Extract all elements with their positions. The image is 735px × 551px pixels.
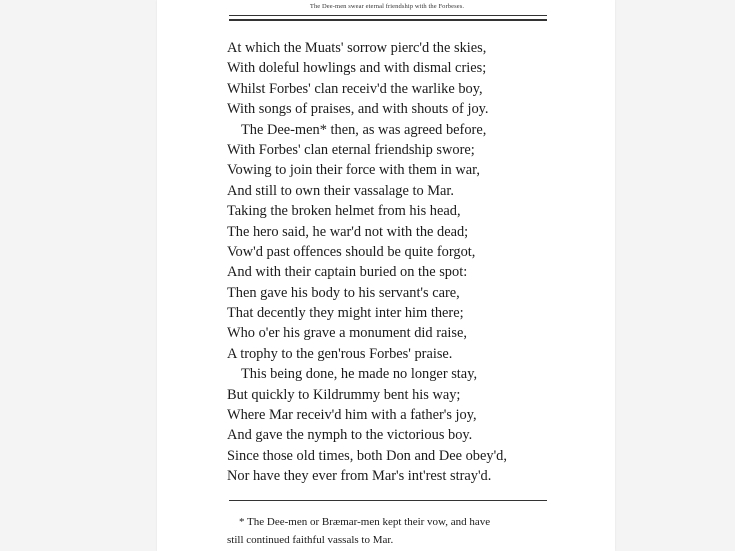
poem-line: That decently they might inter him there; (227, 305, 464, 322)
poem-line: And gave the nymph to the victorious boy. (227, 427, 473, 444)
poem-line: Where Mar receiv'd him with a father's joy, (227, 407, 477, 424)
poem-line: At which the Muats' sorrow pierc'd the skies, (227, 40, 487, 56)
poem-line: Vowing to join their force with them in war, (227, 162, 480, 179)
poem-line: Then gave his body to his servant's care, (227, 284, 460, 301)
poem-line: Nor have they ever from Mar's int'rest stray'd. (227, 468, 492, 485)
poem-line: Whilst Forbes' clan receiv'd the warlike boy, (227, 80, 483, 97)
footnote (227, 513, 557, 549)
poem-line: Taking the broken helmet from his head, (227, 203, 461, 220)
footnote-rule (229, 500, 547, 501)
header-rule (229, 15, 547, 21)
poem-line: And with their captain buried on the spot: (227, 264, 468, 281)
running-head: The Dee-men swear eternal friendship with the Forbeses. (309, 3, 465, 10)
poem-text (227, 38, 567, 487)
poem-line: The Dee-men* then, as was agreed before, (241, 121, 487, 138)
footnote-line: * The Dee-men or Bræmar-men kept their vow, and have (239, 516, 491, 528)
poem-line: Since those old times, both Don and Dee obey'd, (227, 447, 507, 464)
poem-line: This being done, he made no longer stay, (241, 366, 478, 383)
poem-line: With Forbes' clan eternal friendship swore; (227, 141, 475, 158)
poem-line: The hero said, he war'd not with the dead; (227, 223, 469, 240)
poem-line: With songs of praises, and with shouts of joy. (227, 101, 489, 118)
book-page (157, 0, 615, 551)
poem-line: But quickly to Kildrummy bent his way; (227, 386, 461, 403)
poem-line: And still to own their vassalage to Mar. (227, 182, 455, 199)
poem-line: Vow'd past offences should be quite forgot, (227, 243, 476, 260)
poem-line: Who o'er his grave a monument did raise, (227, 325, 467, 342)
poem-line: With doleful howlings and with dismal cries; (227, 60, 487, 77)
poem-line: A trophy to the gen'rous Forbes' praise. (227, 345, 453, 362)
footnote-line: still continued faithful vassals to Mar. (227, 534, 394, 546)
